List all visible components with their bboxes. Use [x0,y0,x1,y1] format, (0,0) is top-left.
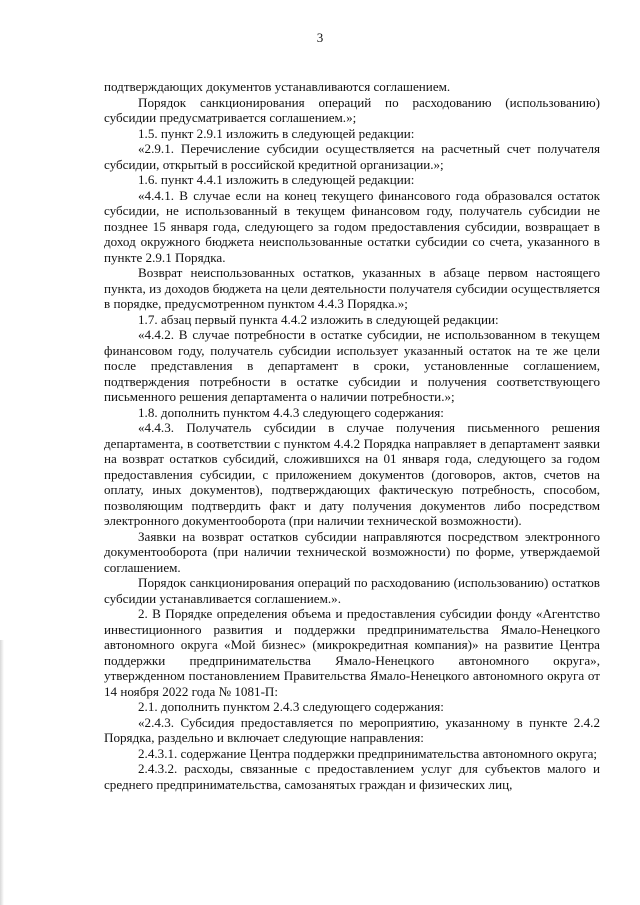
paragraph: Порядок санкционирования операций по расходованию (использованию) остатков субсидии устанавливается соглашением.». [104,575,600,606]
paragraph: «2.9.1. Перечисление субсидии осуществляется на расчетный счет получателя субсидии, открытый в российской кредитной организации.»; [104,141,600,172]
paragraph: 2.4.3.2. расходы, связанные с предоставлением услуг для субъектов малого и среднего предпринимательства, самозанятых граждан и физических лиц, [104,761,600,792]
paragraph: «4.4.2. В случае потребности в остатке субсидии, не использованном в текущем финансовом году, получатель субсидии использует указанный остаток на те же цели после представления в департамент в сроки, установленные соглашением, подтверждения потребности в остатке субсидии и получения соответствующего письменного решения департамента о наличии потребности.»; [104,327,600,404]
paragraph: 1.6. пункт 4.4.1 изложить в следующей редакции: [138,172,415,187]
paragraph: 2.1. дополнить пунктом 2.4.3 следующего содержания: [138,699,444,714]
paragraph: подтверждающих документов устанавливаются соглашением. [104,79,451,94]
page-number: 3 [316,30,324,45]
paragraph: 1.7. абзац первый пункта 4.4.2 изложить в следующей редакции: [138,311,499,327]
paragraph: 1.5. пункт 2.9.1 изложить в следующей редакции: [138,125,415,141]
paragraph: «4.4.1. В случае если на конец текущего финансового года образовался остаток субсидии, не использованный в текущем финансовом году, получатель субсидии не позднее 15 января года, следующего за годом предоставления субсидии, возвращает в доход окружного бюджета неиспользованные остатки субсидии со счета, указанного в пункте 2.9.1 Порядка. [104,187,600,265]
paragraph: «2.4.3. Субсидия предоставляется по мероприятию, указанному в пункте 2.4.2 Порядка, раздельно и включает следующие направления: [104,714,600,745]
paragraph: Порядок санкционирования операций по расходованию (использованию) субсидии предусматривается соглашением.»; [104,94,600,125]
scan-edge-shadow [0,640,4,905]
paragraph: 2.4.3.1. содержание Центра поддержки предпринимательства автономного округа; [138,745,598,761]
paragraph: «4.4.3. Получатель субсидии в случае получения письменного решения департамента, в соответствии с пунктом 4.4.2 Порядка направляет в департамент заявки на возврат остатков субсидий, сложившихся на 01 января года, следующего за годом предоставления субсидии, с приложением документов (договоров, актов, счетов на оплату, иных документов), подтверждающих фактическую потребность, способом, позволяющим подтвердить факт и дату получения документов либо посредством электронного документооборота (при наличии технической возможности). [104,420,600,528]
paragraph: Заявки на возврат остатков субсидии направляются посредством электронного документооборота (при наличии технической возможности) по форме, утверждаемой соглашением. [104,528,600,575]
paragraph: Возврат неиспользованных остатков, указанных в абзаце первом настоящего пункта, из доходов бюджета на цели деятельности получателя субсидии осуществляется в порядке, предусмотренном пунктом 4.4.3 Порядка.»; [104,265,600,311]
paragraph: 2. В Порядке определения объема и предоставления субсидии фонду «Агентство инвестиционного развития и поддержки предпринимательства Ямало-Ненецкого автономного округа «Мой бизнес» (микрокредитная компания)» на развитие Центра поддержки предпринимательства Ямало-Ненецкого автономного округа», утвержденном постановлением Правительства Ямало-Ненецкого автономного округа от 14 ноября 2022 года № 1081-П: [104,606,600,699]
document-body [104,79,600,792]
paragraph: 1.8. дополнить пунктом 4.4.3 следующего содержания: [138,404,444,420]
